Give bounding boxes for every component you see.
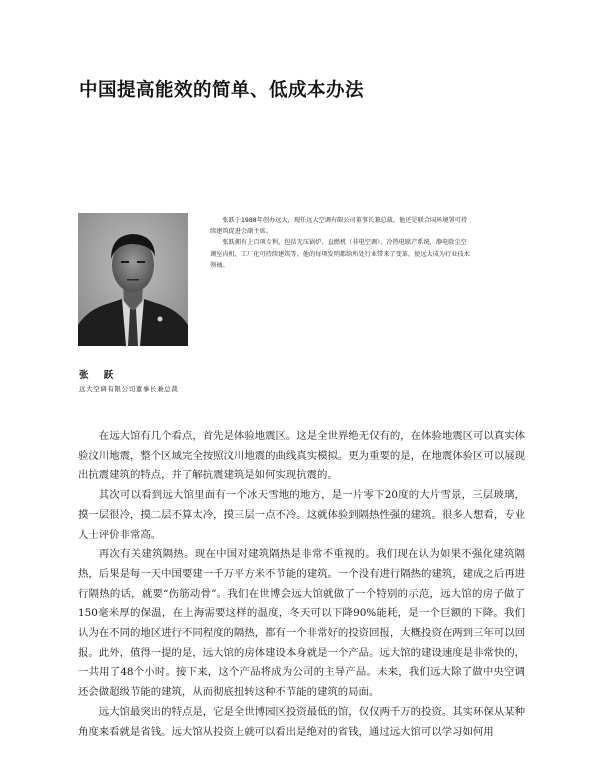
body-paragraph: 在远大馆有几个看点，首先是体验地震区。这是全世界绝无仅有的，在体验地震区可以真实体验汶川地震，整个区域完全按照汶川地震的曲线真实模拟。更为重要的是，在地震体验区可以展现出抗震建筑的特点，并了解抗震建筑是如何实现抗震的。 bbox=[78, 430, 525, 482]
author-bio-paragraph: 张跃于1988年创办远大，现任远大空调有限公司董事长兼总裁。他还是联合国环境署可持续建筑促进会副主席。 bbox=[210, 217, 468, 236]
author-portrait-image bbox=[78, 213, 188, 346]
body-paragraph: 其次可以看到远大馆里面有一个冰天雪地的地方，是一片零下20度的大片雪景，三层玻璃，摸一层很冷，摸二层不算太冷，摸三层一点不冷。这就体验到隔热性强的建筑。很多人想看，专业人士评价非常高。 bbox=[78, 489, 525, 541]
author-photo bbox=[78, 213, 188, 346]
author-bio-paragraph: 张跃拥有上百项专利，包括无压锅炉、直燃机（非电空调）、冷热电联产系统，静电除尘空调室内机、工厂化可持续建筑等。他的每项发明都给所处行业带来了变革，使远大成为行业技术领袖。 bbox=[210, 239, 470, 269]
article-body bbox=[78, 427, 525, 742]
body-paragraph: 再次有关建筑隔热。现在中国对建筑隔热是非常不重视的。我们现在认为如果不强化建筑隔热，后果是每一天中国要建一千万平方米不节能的建筑。一个没有进行隔热的建筑，建成之后再进行隔热的话，就要“伤筋动骨”。我们在世博会远大馆就做了一个特别的示范，远大馆的房子做了150毫米厚的保温，在上海需要这样的温度，冬天可以下降90%能耗，是一个巨额的下降。我们认为在不同的地区进行不同程度的隔热，都有一个非常好的投资回报，大概投资在两到三年可以回报。此外，值得一提的是，远大馆的房体建设本身就是一个产品。远大馆的建设速度是非常快的，一共用了48个小时。接下来，这个产品将成为公司的主导产品。未来，我们远大除了做中央空调还会做超级节能的建筑，从而彻底扭转这种不节能的建筑的局面。 bbox=[78, 548, 525, 699]
author-position: 远大空调有限公司董事长兼总裁 bbox=[79, 385, 179, 393]
author-bio bbox=[210, 215, 472, 271]
article-title: 中国提高能效的简单、低成本办法 bbox=[79, 80, 365, 101]
body-paragraph: 远大馆最突出的特点是，它是全世博园区投资最低的馆，仅仅两千万的投资。其实环保从某种角度来看就是省钱。远大馆从投资上就可以看出是绝对的省钱，通过远大馆可以学习如何用 bbox=[78, 705, 525, 738]
author-name: 张 跃 bbox=[79, 370, 120, 381]
